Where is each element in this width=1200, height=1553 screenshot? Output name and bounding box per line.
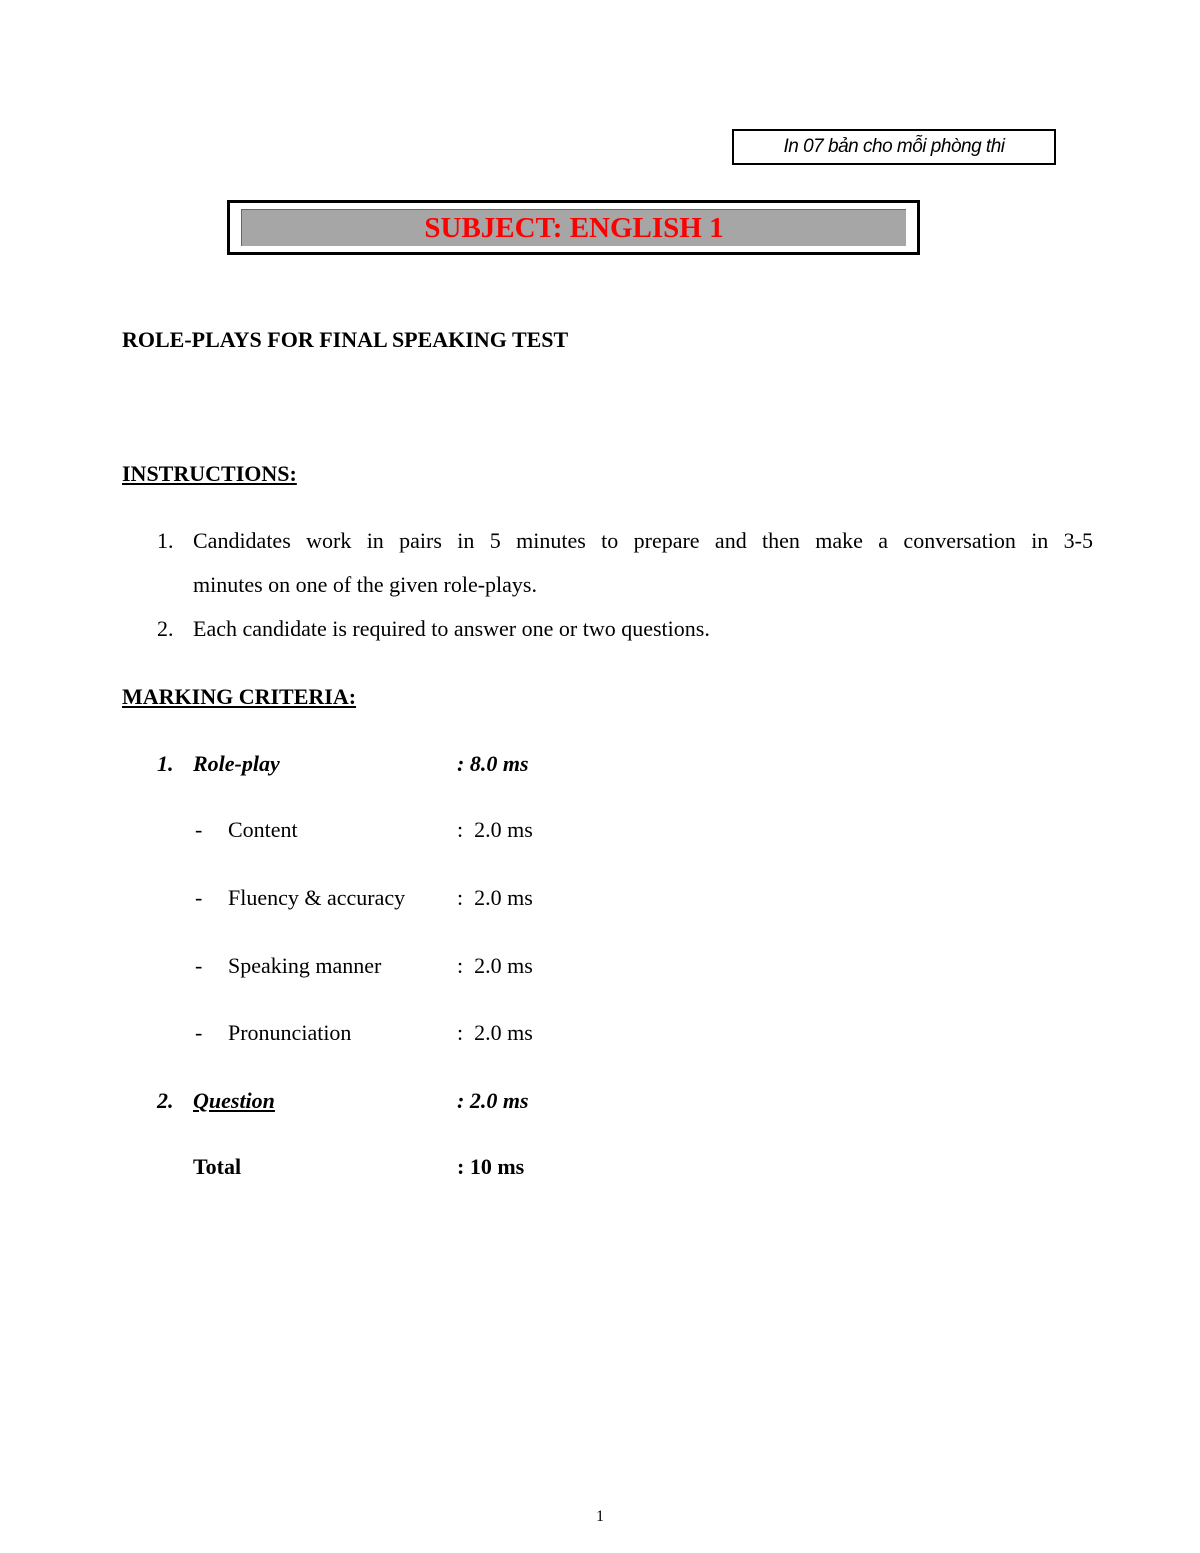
criterion-number: 2. (157, 1088, 174, 1113)
subcriterion-score: : 2.0 ms (457, 953, 533, 978)
page-number: 1 (596, 1508, 604, 1525)
document-title: ROLE-PLAYS FOR FINAL SPEAKING TEST (122, 327, 569, 352)
subject-title: SUBJECT: ENGLISH 1 (424, 211, 724, 244)
criterion-label: Question (193, 1088, 275, 1113)
total-score: : 10 ms (457, 1154, 525, 1179)
print-note: In 07 bản cho mỗi phòng thi (783, 136, 1005, 157)
subject-frame (227, 200, 920, 255)
criterion-number: 1. (157, 751, 174, 776)
subcriterion-score: : 2.0 ms (457, 1020, 533, 1045)
criterion-score: : 2.0 ms (457, 1088, 529, 1113)
subcriterion-label: Content (228, 817, 298, 842)
total-label: Total (193, 1154, 242, 1179)
instruction-text: Each candidate is required to answer one or two questions. (193, 616, 710, 641)
subcriterion-label: Pronunciation (228, 1020, 352, 1045)
subcriterion-score: : 2.0 ms (457, 817, 533, 842)
instruction-text: Candidates work in pairs in 5 minutes to prepare and then make a conversation in 3-5 (193, 528, 1093, 553)
subcriterion-bullet: - (195, 1020, 203, 1045)
criterion-label: Role-play (193, 751, 280, 776)
subcriterion-label: Fluency & accuracy (228, 885, 406, 910)
instruction-number: 2. (157, 616, 174, 641)
subcriterion-bullet: - (195, 953, 203, 978)
instruction-number: 1. (157, 528, 174, 553)
marking-criteria-heading: MARKING CRITERIA: (122, 684, 357, 709)
print-note-box (732, 129, 1056, 165)
subcriterion-label: Speaking manner (228, 953, 382, 978)
subcriterion-bullet: - (195, 817, 203, 842)
criterion-score: : 8.0 ms (457, 751, 529, 776)
instruction-text: minutes on one of the given role-plays. (193, 572, 537, 597)
instructions-heading: INSTRUCTIONS: (122, 461, 297, 486)
subcriterion-score: : 2.0 ms (457, 885, 533, 910)
subject-banner (241, 209, 906, 246)
subcriterion-bullet: - (195, 885, 203, 910)
